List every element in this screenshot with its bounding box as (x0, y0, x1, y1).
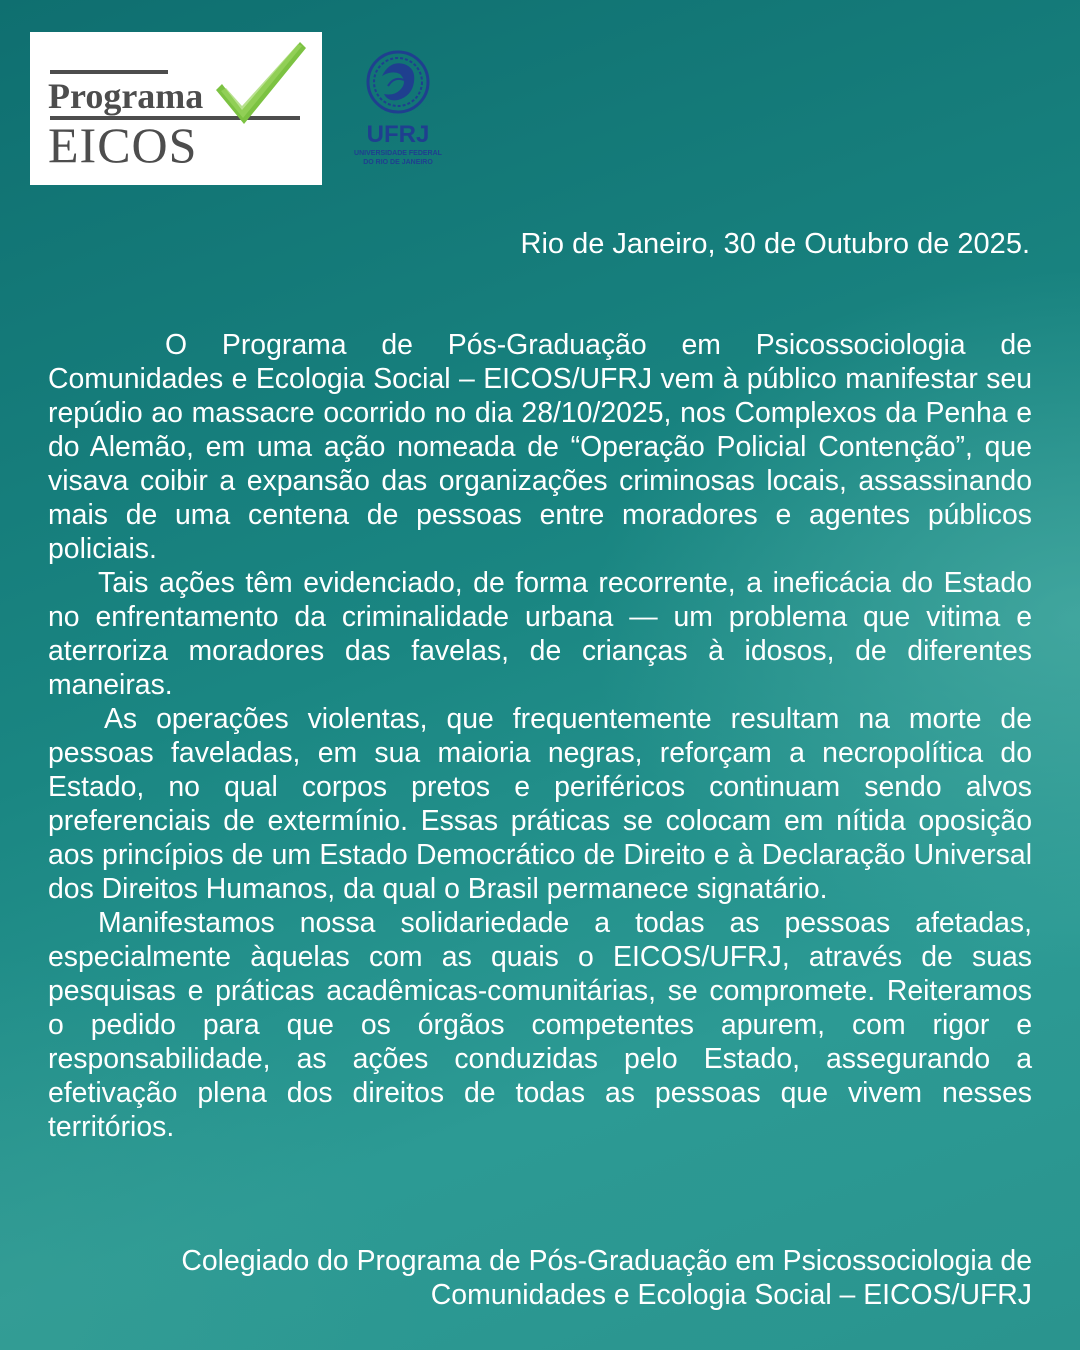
date-line: Rio de Janeiro, 30 de Outubro de 2025. (520, 228, 1030, 260)
logo-word-programa: Programa (48, 76, 204, 116)
paragraph-1: O Programa de Pós-Graduação em Psicossociologia de Comunidades e Ecologia Social – EICOS/UFRJ vem à público manifestar seu repúdio ao massacre ocorrido no dia 28/10/2025, nos Complexos da Penha e do Alemão, em uma ação nomeada de “Operação Policial Contenção”, que visava coibir a expansão das organizações criminosas locais, assassinando mais de uma centena de pessoas entre moradores e agentes públicos policiais. (48, 329, 1032, 565)
logo-word-eicos: EICOS (48, 117, 198, 173)
signature-block (32, 1244, 1032, 1312)
ufrj-wordmark: UFRJ (366, 121, 430, 148)
paragraph-2: Tais ações têm evidenciado, de forma recorrente, a ineficácia do Estado no enfrentamento da criminalidade urbana — um problema que vitima e aterroriza moradores das favelas, de crianças à idosos, de diferentes maneiras. (48, 567, 1032, 701)
ufrj-subtitle-line2: DO RIO DE JANEIRO (363, 159, 433, 166)
signature-line-2: Comunidades e Ecologia Social – EICOS/UFRJ (430, 1279, 1032, 1311)
paragraph-3: As operações violentas, que frequentemente resultam na morte de pessoas faveladas, em sua maioria negras, reforçam a necropolítica do Estado, no qual corpos pretos e periféricos continuam sendo alvos preferenciais de extermínio. Essas práticas se colocam em nítida oposição aos princípios de um Estado Democrático de Direito e à Declaração Universal dos Direitos Humanos, da qual o Brasil permanece signatário. (48, 703, 1032, 905)
ufrj-logo (338, 46, 458, 176)
signature-line-1: Colegiado do Programa de Pós-Graduação em Psicossociologia de (181, 1245, 1032, 1277)
eicos-program-logo (30, 32, 322, 185)
paragraph-4: Manifestamos nossa solidariedade a todas as pessoas afetadas, especialmente àquelas com as quais o EICOS/UFRJ, através de suas pesquisas e práticas acadêmicas-comunitárias, se compromete. Reiteramos o pedido para que os órgãos competentes apurem, com rigor e responsabilidade, as ações conduzidas pelo Estado, assegurando a efetivação plena dos direitos de todas as pessoas que vivem nesses territórios. (48, 907, 1032, 1143)
checkmark-icon (216, 42, 306, 124)
statement-body (48, 328, 1032, 1144)
logo-top-rule (50, 70, 168, 74)
ufrj-subtitle-line1: UNIVERSIDADE FEDERAL (354, 150, 442, 157)
ufrj-emblem-icon (368, 52, 428, 112)
